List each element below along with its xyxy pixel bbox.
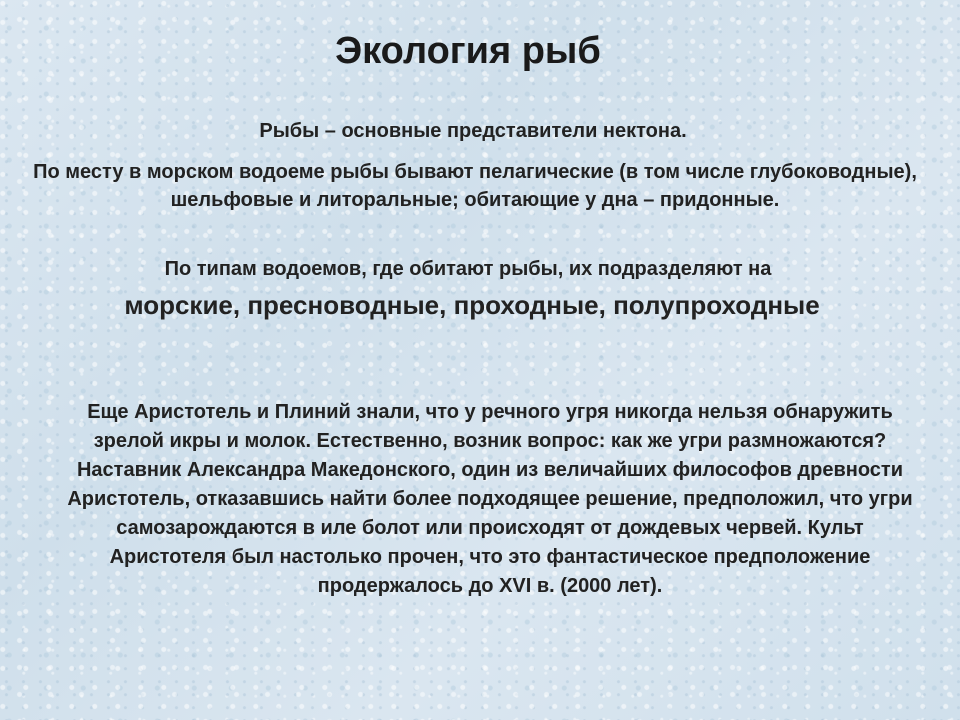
aristotle-paragraph: Еще Аристотель и Плиний знали, что у речного угря никогда нельзя обнаружить зрелой икры и молок. Естественно, возник вопрос: как же угри размножаются? Наставник Александра Македонского, один из величайших философов древности Аристотель, отказавшись найти более подходящее решение, предположил, что угри самозарождаются в иле болот или происходят от дождевых червей. Культ Аристотеля был настолько прочен, что это фантастическое предположение продержалось до XVI в. (2000 лет). xyxy=(67,401,913,597)
water-types-list: морские, пресноводные, проходные, полупроходные xyxy=(124,290,820,320)
slide-subtitle: Рыбы – основные представители нектона. xyxy=(259,120,687,142)
habitat-paragraph: По месту в морском водоеме рыбы бывают пелагические (в том числе глубоководные), шельфовые и литоральные; обитающие у дна – придонные. xyxy=(33,161,917,211)
slide-title: Экология рыб xyxy=(335,30,601,72)
water-types-intro: По типам водоемов, где обитают рыбы, их подразделяют на xyxy=(164,258,772,280)
